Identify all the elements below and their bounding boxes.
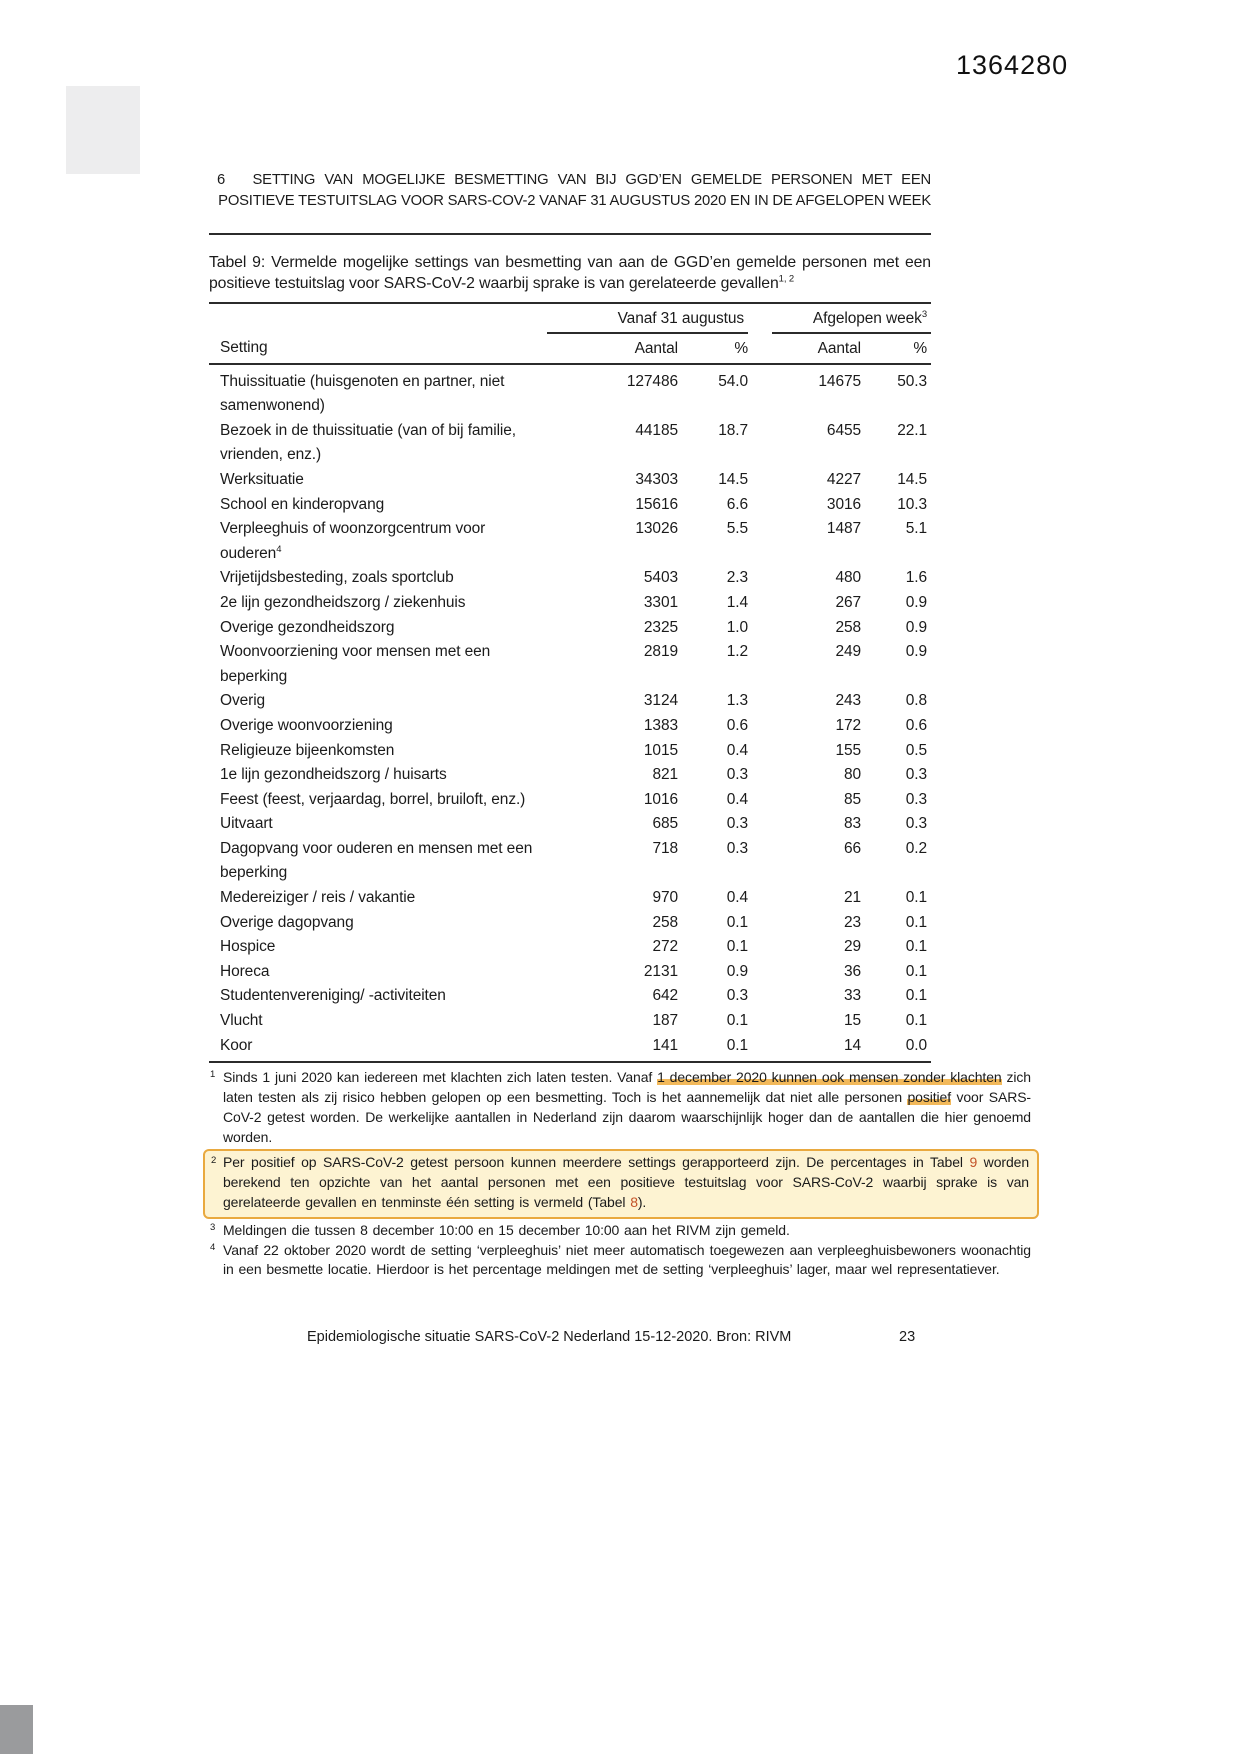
col-header-aantal-1: Aantal <box>547 333 678 364</box>
pct-week-cell: 0.0 <box>861 1034 931 1063</box>
pct-vanaf-cell: 0.3 <box>726 766 749 784</box>
footer-text: Epidemiologische situatie SARS-CoV-2 Nederland 15-12-2020. Bron: RIVM <box>307 1329 792 1345</box>
table-row <box>209 419 931 468</box>
gap-cell <box>748 714 772 739</box>
pct-week-cell: 0.3 <box>905 790 928 808</box>
aantal-week-cell: 15 <box>843 1012 862 1030</box>
aantal-week-cell: 3016 <box>826 495 862 513</box>
col-group-vanaf-31-augustus <box>547 303 748 333</box>
aantal-vanaf-cell: 258 <box>652 913 678 931</box>
pct-vanaf-cell: 6.6 <box>726 495 749 513</box>
table-row <box>209 837 931 886</box>
gap-cell <box>748 812 772 837</box>
aantal-vanaf-cell: 1016 <box>643 790 678 808</box>
tabel-ref-link[interactable]: 9 <box>969 1154 978 1171</box>
setting-cell: Overig <box>220 692 266 710</box>
footnote-text: Meldingen die tussen 8 december 10:00 en 15 december 10:00 aan het RIVM zijn gemeld. <box>223 1221 790 1238</box>
setting-cell: 2e lijn gezondheidszorg / ziekenhuis <box>220 593 466 611</box>
gap-cell <box>748 935 772 960</box>
gap-cell <box>748 616 772 641</box>
aantal-week-cell: 4227 <box>826 470 862 488</box>
aantal-vanaf-cell: 3124 <box>643 692 678 710</box>
col-header-pct-1: % <box>678 333 748 364</box>
table-row <box>209 714 931 739</box>
pct-vanaf-cell: 1.4 <box>726 593 749 611</box>
setting-cell: Verpleeghuis of woonzorgcentrum voor ouderen$^4$ <box>220 520 486 562</box>
table-row <box>209 689 931 714</box>
caption-text: Tabel 9: Vermelde mogelijke settings van besmetting van aan de GGD’en gemelde personen met een positieve testuitslag voor SARS-CoV-2 waarbij sprake is van gerelateerde gevallen <box>209 253 931 292</box>
pct-week-cell: 0.5 <box>905 741 928 759</box>
scan-artifact-top-left <box>66 86 140 174</box>
table-row <box>209 763 931 788</box>
pct-week-cell: 0.9 <box>905 643 928 661</box>
aantal-week-cell: 258 <box>835 618 862 636</box>
footnote-2 <box>203 1149 1039 1218</box>
footnote-text: Per positief op SARS-CoV-2 getest persoon kunnen meerdere settings gerapporteerd zijn. De percentages in Tabel <box>223 1154 970 1171</box>
aantal-week-cell: 243 <box>835 692 862 710</box>
gap-cell <box>748 1034 772 1063</box>
setting-cell: Woonvoorziening voor mensen met een beperking <box>220 643 491 685</box>
aantal-vanaf-cell: 1015 <box>643 741 678 759</box>
aantal-vanaf-cell: 34303 <box>635 470 678 488</box>
pct-week-cell: 0.1 <box>905 962 928 980</box>
settings-table <box>209 302 931 1064</box>
aantal-vanaf-cell: 127486 <box>626 372 678 390</box>
aantal-week-cell: 6455 <box>826 421 862 439</box>
pct-week-cell: 10.3 <box>897 495 928 513</box>
aantal-week-cell: 33 <box>843 987 862 1005</box>
aantal-week-cell: 480 <box>835 569 862 587</box>
scan-artifact-bottom-left <box>0 1705 33 1754</box>
aantal-vanaf-cell: 821 <box>652 766 678 784</box>
table-row <box>209 788 931 813</box>
table-row <box>209 616 931 641</box>
gap-cell <box>748 493 772 518</box>
table-row <box>209 493 931 518</box>
gap-cell <box>748 837 772 886</box>
pct-vanaf-cell: 1.0 <box>726 618 749 636</box>
pct-vanaf-cell: 0.3 <box>726 987 749 1005</box>
aantal-vanaf-cell: 2325 <box>643 618 678 636</box>
footnote-text: voor SARS-CoV-2 getest worden. De werkelijke aantallen in Nederland zijn daarom waarschijnlijk hoger dan de aantallen die hier genoemd worden. <box>223 1089 1031 1145</box>
pct-vanaf-cell: 0.1 <box>726 938 749 956</box>
footnote-3 <box>209 1221 1031 1241</box>
table-row <box>209 960 931 985</box>
col-group-week-label: Afgelopen week <box>812 309 922 327</box>
table-row <box>209 812 931 837</box>
pct-week-cell: 0.9 <box>905 593 928 611</box>
pct-vanaf-cell: 0.1 <box>726 1012 749 1030</box>
footnote-1 <box>209 1068 1031 1147</box>
aantal-week-cell: 267 <box>835 593 862 611</box>
aantal-vanaf-cell: 642 <box>652 987 678 1005</box>
footnotes-list <box>209 1068 1031 1280</box>
settings-table-head <box>209 303 931 364</box>
pct-vanaf-cell: 0.3 <box>726 815 749 833</box>
aantal-vanaf-cell: 44185 <box>635 421 678 439</box>
table-row <box>209 1034 931 1063</box>
group-header-row <box>209 303 931 333</box>
pct-week-cell: 0.9 <box>905 618 928 636</box>
setting-cell: Overige woonvoorziening <box>220 716 393 734</box>
pct-week-cell: 0.1 <box>905 889 928 907</box>
aantal-week-cell: 1487 <box>826 520 862 538</box>
col-group-vanaf-label: Vanaf 31 augustus <box>617 309 745 327</box>
setting-cell: Studentenvereniging/ -activiteiten <box>220 987 446 1005</box>
setting-cell: Uitvaart <box>220 815 273 833</box>
table-row <box>209 566 931 591</box>
aantal-week-cell: 85 <box>843 790 862 808</box>
pct-week-cell: 0.3 <box>905 766 928 784</box>
table-row <box>209 468 931 493</box>
settings-table-body <box>209 364 931 1063</box>
aantal-vanaf-cell: 2131 <box>643 962 678 980</box>
setting-cell: Hospice <box>220 938 276 956</box>
page-footer <box>0 1329 1241 1349</box>
pct-vanaf-cell: 0.3 <box>726 839 749 857</box>
table-row <box>209 517 931 566</box>
footnote-number: 3 <box>210 1221 216 1233</box>
aantal-vanaf-cell: 2819 <box>643 643 678 661</box>
pct-week-cell: 0.1 <box>905 987 928 1005</box>
pct-vanaf-cell: 0.6 <box>726 716 749 734</box>
table-row <box>209 364 931 419</box>
highlighter-annotation: 1 december 2020 kunnen ook mensen zonder klachten <box>657 1069 1002 1086</box>
pct-week-cell: 0.3 <box>905 815 928 833</box>
gap-cell <box>748 739 772 764</box>
footnote-number: 4 <box>210 1241 216 1253</box>
pct-week-cell: 14.5 <box>897 470 928 488</box>
setting-cell: Medereiziger / reis / vakantie <box>220 889 416 907</box>
footnote-ref: 4 <box>276 543 282 555</box>
pct-vanaf-cell: 0.1 <box>726 913 749 931</box>
aantal-vanaf-cell: 141 <box>547 1034 678 1063</box>
pct-week-cell: 5.1 <box>905 520 928 538</box>
pct-week-cell: 50.3 <box>897 372 928 390</box>
aantal-vanaf-cell: 1383 <box>643 716 678 734</box>
setting-cell: Thuissituatie (huisgenoten en partner, niet samenwonend) <box>220 372 505 415</box>
pct-vanaf-cell: 1.3 <box>726 692 749 710</box>
pct-vanaf-cell: 14.5 <box>718 470 749 488</box>
gap-cell <box>748 591 772 616</box>
table-row <box>209 984 931 1009</box>
content-block <box>209 170 1031 1280</box>
col-header-pct-2: % <box>861 333 931 364</box>
pct-vanaf-cell: 0.4 <box>726 889 749 907</box>
gap-cell <box>748 517 772 566</box>
pct-week-cell: 0.8 <box>905 692 928 710</box>
aantal-week-cell: 66 <box>843 839 862 857</box>
aantal-vanaf-cell: 187 <box>652 1012 678 1030</box>
gap-cell <box>748 640 772 689</box>
group-header-spacer <box>209 303 547 333</box>
pct-vanaf-cell: 0.9 <box>726 962 749 980</box>
footnote-text: Vanaf 22 oktober 2020 wordt de setting ‘verpleeghuis’ niet meer automatisch toegewezen aan verpleeghuisbewoners woonachtig in een besmette locatie. Hierdoor is het percentage meldingen met de setting ‘verpleeghuis’ lager, maar wel representatiever. <box>223 1241 1031 1278</box>
setting-cell: Vlucht <box>220 1012 263 1030</box>
pct-vanaf-cell: 18.7 <box>718 421 749 439</box>
aantal-vanaf-cell: 970 <box>652 889 678 907</box>
setting-cell: Dagopvang voor ouderen en mensen met een beperking <box>220 839 533 882</box>
aantal-week-cell: 36 <box>843 962 862 980</box>
pct-vanaf-cell: 5.5 <box>726 520 749 538</box>
pct-vanaf-cell: 54.0 <box>718 372 749 390</box>
pct-week-cell: 1.6 <box>905 569 928 587</box>
highlighter-annotation: positief <box>907 1089 952 1106</box>
setting-cell: Religieuze bijeenkomsten <box>220 741 395 759</box>
gap-cell <box>748 788 772 813</box>
setting-cell: Feest (feest, verjaardag, borrel, bruiloft, enz.) <box>220 790 526 808</box>
pct-week-cell: 0.2 <box>905 839 928 857</box>
footer-page-number: 23 <box>899 1329 916 1345</box>
col-header-setting: Setting <box>209 333 547 364</box>
heading-rule <box>209 233 931 235</box>
footnote-number: 1 <box>210 1069 216 1081</box>
col-group-afgelopen-week <box>772 303 931 333</box>
section-heading: 6 SETTING VAN MOGELIJKE BESMETTING VAN BIJ GGD’EN GEMELDE PERSONEN MET EEN POSITIEVE TESTUITSLAG VOOR SARS-COV-2 VANAF 31 AUGUSTUS 2020 EN IN DE AFGELOPEN WEEK <box>217 172 931 210</box>
gap-cell <box>748 689 772 714</box>
aantal-vanaf-cell: 718 <box>652 839 678 857</box>
tabel-ref-link[interactable]: 8 <box>630 1194 638 1210</box>
setting-cell: Vrijetijdsbesteding, zoals sportclub <box>220 569 454 587</box>
gap-cell <box>748 911 772 936</box>
aantal-week-cell: 80 <box>843 766 862 784</box>
group-gap <box>748 303 772 333</box>
aantal-week-cell: 23 <box>843 913 862 931</box>
gap-cell <box>748 468 772 493</box>
footnote-text: zich laten testen als zij risico hebben gelopen op een besmetting. Toch is het aannemelijk dat niet alle personen <box>223 1069 1031 1106</box>
column-header-row <box>209 333 931 364</box>
col-group-week-footnote-ref: 3 <box>921 308 928 320</box>
footnote-text: Sinds 1 juni 2020 kan iedereen met klachten zich laten testen. Vanaf <box>223 1069 658 1086</box>
setting-cell: Overige gezondheidszorg <box>220 618 395 636</box>
pct-week-cell: 22.1 <box>897 421 928 439</box>
gap-cell <box>748 763 772 788</box>
pct-vanaf-cell: 0.4 <box>726 741 749 759</box>
aantal-vanaf-cell: 13026 <box>635 520 678 538</box>
aantal-vanaf-cell: 685 <box>652 815 678 833</box>
gap-cell <box>748 960 772 985</box>
aantal-vanaf-cell: 3301 <box>643 593 678 611</box>
pct-vanaf-cell: 1.2 <box>726 643 749 661</box>
gap-cell <box>748 886 772 911</box>
pct-week-cell: 0.6 <box>905 716 928 734</box>
col-header-aantal-2: Aantal <box>772 333 861 364</box>
aantal-week-cell: 14675 <box>818 372 862 390</box>
setting-cell: Horeca <box>220 962 270 980</box>
aantal-week-cell: 155 <box>835 741 862 759</box>
pct-week-cell: 0.1 <box>905 938 928 956</box>
pct-vanaf-cell: 2.3 <box>726 569 749 587</box>
footnote-text: worden berekend ten opzichte van het aantal personen met een positieve testuitslag voor SARS-CoV-2 waarbij sprake is van gerelateerde gevallen en tenminste één setting is vermeld (Tabel <box>223 1154 1030 1210</box>
setting-cell: 1e lijn gezondheidszorg / huisarts <box>220 766 447 784</box>
table-row <box>209 739 931 764</box>
aantal-week-cell: 83 <box>843 815 862 833</box>
aantal-vanaf-cell: 272 <box>652 938 678 956</box>
pct-vanaf-cell: 0.4 <box>726 790 749 808</box>
pct-week-cell: 0.1 <box>905 913 928 931</box>
table-row <box>209 1009 931 1034</box>
gap-cell <box>748 1009 772 1034</box>
footnote-text: ). <box>637 1194 647 1210</box>
aantal-vanaf-cell: 5403 <box>643 569 678 587</box>
table-row <box>209 640 931 689</box>
gap-cell <box>748 566 772 591</box>
table-row <box>209 911 931 936</box>
aantal-week-cell: 29 <box>843 938 862 956</box>
table-row <box>209 886 931 911</box>
aantal-week-cell: 249 <box>835 643 862 661</box>
doc-number: 1364280 <box>956 50 1069 80</box>
col-header-gap <box>748 333 772 364</box>
footnote-number: 2 <box>211 1155 217 1167</box>
setting-cell: Werksituatie <box>220 470 304 488</box>
table-row <box>209 591 931 616</box>
aantal-week-cell: 172 <box>835 716 862 734</box>
aantal-week-cell: 14 <box>772 1034 861 1063</box>
table-caption <box>209 252 931 294</box>
gap-cell <box>748 364 772 419</box>
setting-cell: Bezoek in de thuissituatie (van of bij familie, vrienden, enz.) <box>220 421 516 464</box>
table-row <box>209 935 931 960</box>
aantal-week-cell: 21 <box>843 889 862 907</box>
pct-vanaf-cell: 0.1 <box>678 1034 748 1063</box>
footnote-4 <box>209 1241 1031 1281</box>
gap-cell <box>748 984 772 1009</box>
gap-cell <box>748 419 772 468</box>
setting-cell: Overige dagopvang <box>220 913 354 931</box>
caption-footnote-refs: 1, 2 <box>778 273 795 285</box>
setting-cell: School en kinderopvang <box>220 495 385 513</box>
aantal-vanaf-cell: 15616 <box>635 495 678 513</box>
setting-cell: Koor <box>209 1034 547 1063</box>
pct-week-cell: 0.1 <box>905 1012 928 1030</box>
